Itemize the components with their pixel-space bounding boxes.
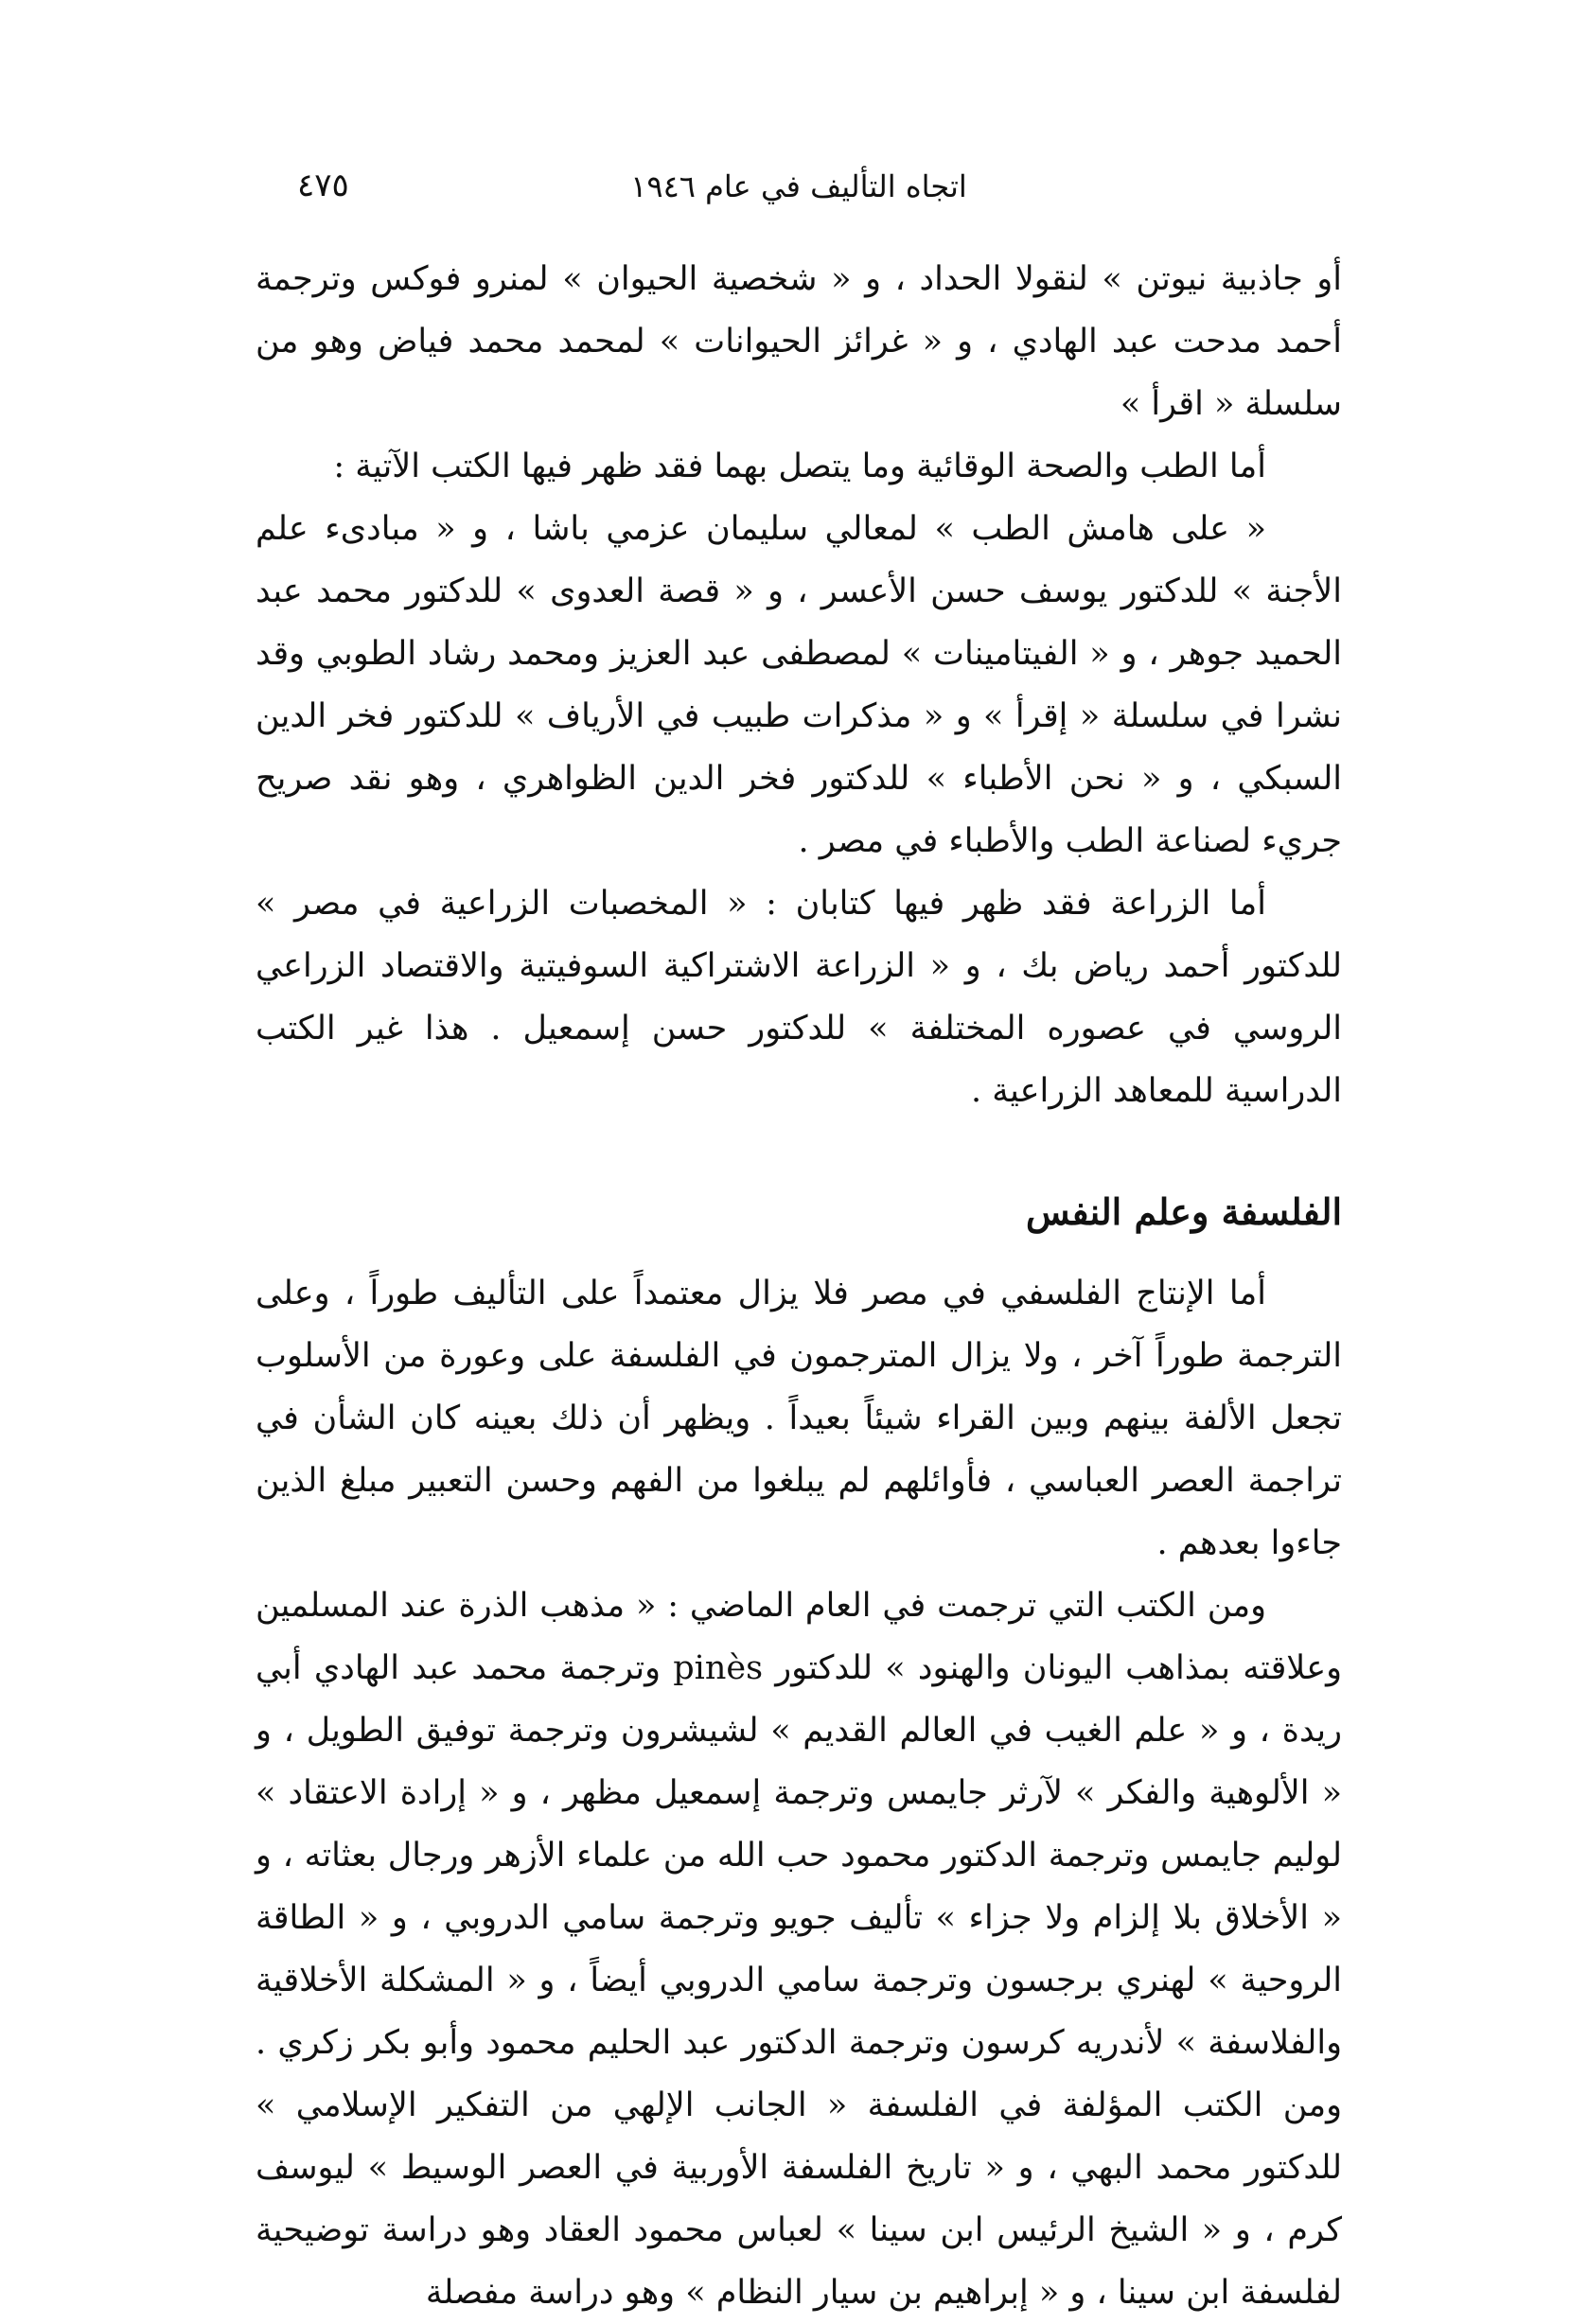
running-title: اتجاه التأليف في عام ١٩٤٦: [630, 168, 967, 204]
section-heading: الفلسفة وعلم النفس: [1025, 1190, 1342, 1233]
paragraph: ومن الكتب التي ترجمت في العام الماضي : « مذهب الذرة عند المسلمين وعلاقته بمذاهب اليونان والهنود » للدكتور pinès وترجمة محمد عبد الهادي أبي ريدة ، و « علم الغيب في العالم القديم » لشيشرون وترجمة توفيق الطويل ، و « الألوهية والفكر » لآرثر جايمس وترجمة إسمعيل مظهر ، و « إرادة الاعتقاد » لوليم جايمس وترجمة الدكتور محمود حب الله من علماء الأزهر ورجال بعثاته ، و « الأخلاق بلا إلزام ولا جزاء » تأليف جويو وترجمة سامي الدروبي ، و « الطاقة الروحية » لهنري برجسون وترجمة سامي الدروبي أيضاً ، و « المشكلة الأخلاقية والفلاسفة » لأندريه كرسون وترجمة الدكتور عبد الحليم محمود وأبو بكر زكري . ومن الكتب المؤلفة في الفلسفة « الجانب الإلهي من التفكير الإسلامي » للدكتور محمد البهي ، و « تاريخ الفلسفة الأوربية في العصر الوسيط » ليوسف كرم ، و « الشيخ الرئيس ابن سينا » لعباس محمود العقاد وهو دراسة توضيحية لفلسفة ابن سينا ، و « إبراهيم بن سيار النظام » وهو دراسة مفصلة: [256, 1587, 1342, 2312]
page-header: [256, 167, 1342, 223]
paragraph: أما الإنتاج الفلسفي في مصر فلا يزال معتمداً على التأليف طوراً ، وعلى الترجمة طوراً آخر ، ولا يزال المترجمون في الفلسفة على وعورة من الأسلوب تجعل الألفة بينهم وبين القراء شيئاً بعيداً . ويظهر أن ذلك بعينه كان الشأن في تراجمة العصر العباسي ، فأوائلهم لم يبلغوا من الفهم وحسن التعبير مبلغ الذين جاءوا بعدهم .: [256, 1275, 1342, 1562]
body-text: [256, 248, 1342, 2324]
paragraph: أو جاذبية نيوتن » لنقولا الحداد ، و « شخصية الحيوان » لمنرو فوكس وترجمة أحمد مدحت عبد الهادي ، و « غرائز الحيوانات » لمحمد محمد فياض وهو من سلسلة « اقرأ »: [256, 260, 1342, 423]
paragraph: أما الطب والصحة الوقائية وما يتصل بهما فقد ظهر فيها الكتب الآتية :: [333, 448, 1266, 485]
paragraph: « على هامش الطب » لمعالي سليمان عزمي باشا ، و « مبادىء علم الأجنة » للدكتور يوسف حسن الأعسر ، و « قصة العدوى » للدكتور محمد عبد الحميد جوهر ، و « الفيتامينات » لمصطفى عبد العزيز ومحمد رشاد الطوبي وقد نشرا في سلسلة « إقرأ » و « مذكرات طبيب في الأرياف » للدكتور فخر الدين السبكي ، و « نحن الأطباء » للدكتور فخر الدين الظواهري ، وهو نقد صريح جريء لصناعة الطب والأطباء في مصر .: [256, 510, 1342, 860]
paragraph: أما الزراعة فقد ظهر فيها كتابان : « المخصبات الزراعية في مصر » للدكتور أحمد رياض بك ، و « الزراعة الاشتراكية السوفيتية والاقتصاد الزراعي الروسي في عصوره المختلفة » للدكتور حسن إسمعيل . هذا غير الكتب الدراسية للمعاهد الزراعية .: [256, 885, 1342, 1110]
page-number: ٤٧٥: [297, 167, 349, 204]
